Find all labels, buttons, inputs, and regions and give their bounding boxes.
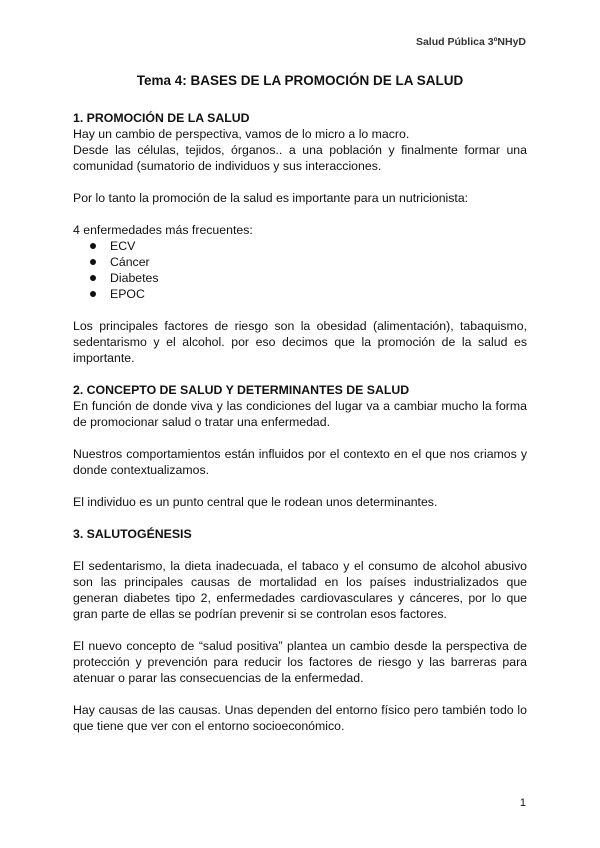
list-item: Diabetes: [90, 270, 527, 286]
paragraph: El nuevo concepto de “salud positiva” plantea un cambio desde la perspectiva de protección y prevención para reducir los factores de riesgo y las barreras para atenuar o parar las consecuencias de la enfermedad.: [73, 639, 527, 685]
paragraph: Desde las células, tejidos, órganos.. a una población y finalmente formar una comunidad (sumatorio de individuos y sus interacciones.: [73, 143, 527, 173]
section-heading: 3. SALUTOGÉNESIS: [73, 527, 192, 541]
paragraph: Nuestros comportamientos están influidos por el contexto en el que nos criamos y donde contextualizamos.: [73, 447, 527, 477]
section-concepto-salud: [73, 382, 527, 510]
section-salutogenesis: [73, 526, 527, 734]
paragraph: El individuo es un punto central que le rodean unos determinantes.: [73, 495, 438, 509]
list-intro: 4 enfermedades más frecuentes:: [73, 223, 253, 237]
disease-list: [73, 238, 527, 302]
paragraph: Hay causas de las causas. Unas dependen del entorno físico pero también todo lo que tiene que ver con el entorno socioeconómico.: [73, 703, 527, 733]
section-promocion: [73, 110, 527, 366]
section-heading: 2. CONCEPTO DE SALUD Y DETERMINANTES DE SALUD: [73, 383, 410, 397]
document-body: [73, 72, 527, 734]
section-heading: 1. PROMOCIÓN DE LA SALUD: [73, 111, 250, 125]
bullet-icon: [90, 275, 96, 281]
page-number: 1: [519, 797, 526, 809]
list-item: Cáncer: [90, 254, 527, 270]
paragraph: Por lo tanto la promoción de la salud es importante para un nutricionista:: [73, 191, 469, 205]
list-item: EPOC: [90, 286, 527, 302]
paragraph: El sedentarismo, la dieta inadecuada, el tabaco y el consumo de alcohol abusivo son las principales causas de mortalidad en los países industrializados que generan diabetes tipo 2, enfermedades cardiovasculares y cánceres, por lo que gran parte de ellas se podrían prevenir si se controlan esos factores.: [73, 559, 527, 621]
paragraph: En función de donde viva y las condiciones del lugar va a cambiar mucho la forma de promocionar salud o tratar una enfermedad.: [73, 399, 527, 429]
paragraph: Hay un cambio de perspectiva, vamos de lo micro a lo macro.: [73, 127, 410, 141]
bullet-icon: [90, 243, 96, 249]
paragraph: Los principales factores de riesgo son la obesidad (alimentación), tabaquismo, sedentarismo y el alcohol. por eso decimos que la promoción de la salud es importante.: [73, 319, 527, 365]
document-title: Tema 4: BASES DE LA PROMOCIÓN DE LA SALUD: [136, 73, 464, 88]
bullet-icon: [90, 259, 96, 265]
bullet-icon: [90, 291, 96, 297]
course-header: Salud Pública 3ºNHyD: [415, 36, 526, 48]
list-item: ECV: [90, 238, 527, 254]
